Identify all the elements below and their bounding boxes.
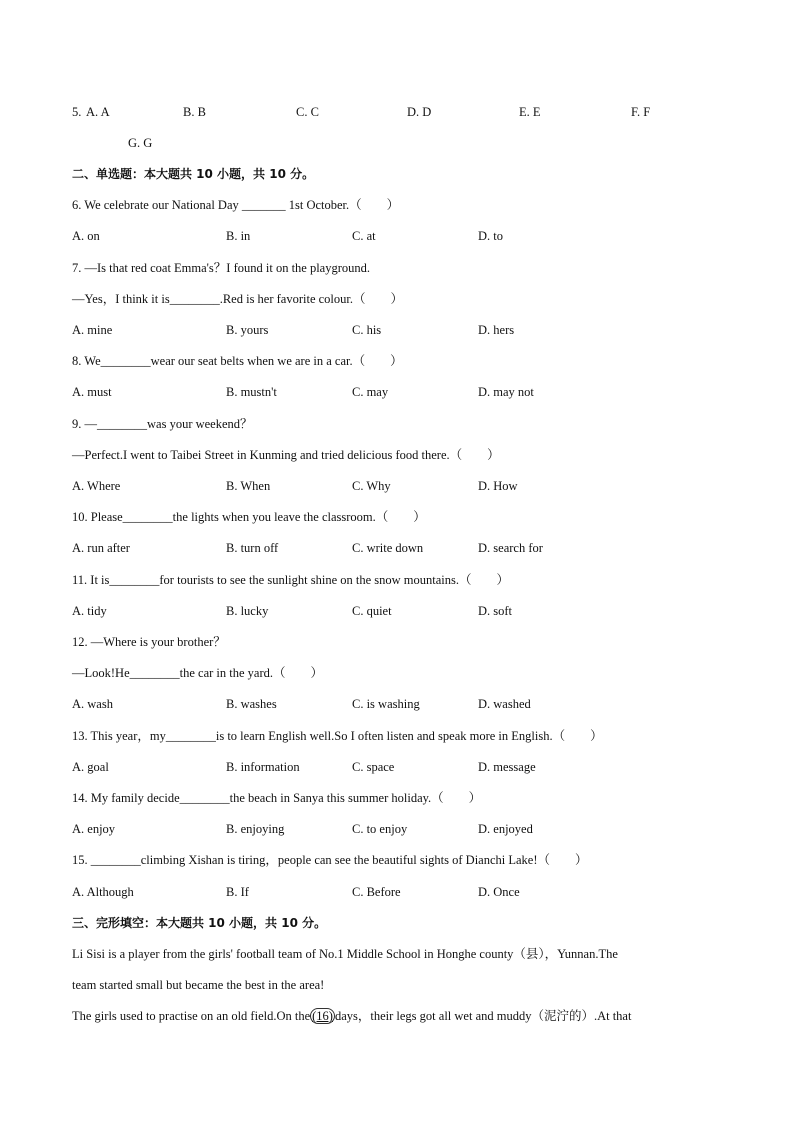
option-d: D. to [478,229,503,243]
option-d: D. Once [478,885,520,899]
section-title: 三、完形填空：本大题共 10 小题，共 10 分。 [72,916,327,930]
section-title: 二、单选题：本大题共 10 小题，共 10 分。 [72,167,315,181]
option-a: A. Although [72,885,134,899]
passage-text: The girls used to practise on an old field.On the [72,1009,311,1023]
option-b: B. washes [226,697,277,711]
option-c: C. his [352,323,382,337]
passage-line: Li Sisi is a player from the girls' football team of No.1 Middle School in Honghe county（县），Yunnan.The [72,947,618,961]
blank-16: (16) [312,1009,333,1023]
option-b: B. If [226,885,249,899]
question-stem: 11. It is________for tourists to see the sunlight shine on the snow mountains.（ ） [72,573,510,587]
option-d: D. soft [478,604,513,618]
option-a: A. tidy [72,604,107,618]
passage-line [72,1008,631,1024]
question-stem: 8. We________wear our seat belts when we are in a car.（ ） [72,354,403,368]
option-c: C. space [352,760,395,774]
question-stem: 7. —Is that red coat Emma's？I found it on the playground. [72,261,371,275]
option-b: B. information [226,760,300,774]
q5-label: 5. [72,105,82,119]
question-stem: 14. My family decide________the beach in Sanya this summer holiday.（ ） [72,791,482,805]
option-b: B. yours [226,323,269,337]
option-d: D. may not [478,385,534,399]
question-stem: 13. This year，my________is to learn English well.So I often listen and speak more in English.（ ） [72,729,603,743]
option-a: A. mine [72,323,113,337]
q5-option-b: B. B [183,105,206,119]
option-d: D. message [478,760,536,774]
option-c: C. Why [352,479,391,493]
option-b: B. in [226,229,251,243]
q5-option-g: G. G [128,136,153,150]
option-d: D. washed [478,697,531,711]
question-stem: 6. We celebrate our National Day _______ 1st October.（ ） [72,198,400,212]
q5-option-f: F. F [631,105,651,119]
option-a: A. goal [72,760,109,774]
option-b: B. turn off [226,541,279,555]
option-a: A. enjoy [72,822,116,836]
q5-option-e: E. E [519,105,541,119]
q5-option-a: A. A [86,105,110,119]
option-c: C. at [352,229,376,243]
option-d: D. How [478,479,518,493]
passage-text: days，their legs got all wet and muddy（泥泞的）.At that [334,1009,632,1023]
question-stem: 10. Please________the lights when you leave the classroom.（ ） [72,510,426,524]
q5-option-c: C. C [296,105,319,119]
option-b: B. mustn't [226,385,277,399]
option-c: C. to enjoy [352,822,408,836]
option-a: A. wash [72,697,113,711]
option-c: C. may [352,385,389,399]
question-stem: 9. —________was your weekend？ [72,417,253,431]
question-stem-line2: —Yes，I think it is________.Red is her favorite colour.（ ） [72,292,403,306]
option-b: B. enjoying [226,822,285,836]
option-d: D. enjoyed [478,822,533,836]
question-stem: 15. ________climbing Xishan is tiring，people can see the beautiful sights of Dianchi Lake!（ ） [72,853,588,867]
option-d: D. hers [478,323,515,337]
option-a: A. Where [72,479,121,493]
option-b: B. lucky [226,604,269,618]
question-stem-line2: —Perfect.I went to Taibei Street in Kunming and tried delicious food there.（ ） [72,448,500,462]
option-c: C. quiet [352,604,392,618]
option-b: B. When [226,479,271,493]
option-a: A. must [72,385,112,399]
option-a: A. run after [72,541,130,555]
option-c: C. write down [352,541,424,555]
option-c: C. is washing [352,697,420,711]
question-stem-line2: —Look!He________the car in the yard.（ ） [72,666,323,680]
question-stem: 12. —Where is your brother？ [72,635,226,649]
passage-line: team started small but became the best in the area! [72,978,325,992]
option-a: A. on [72,229,100,243]
option-c: C. Before [352,885,401,899]
option-d: D. search for [478,541,543,555]
q5-option-d: D. D [407,105,432,119]
